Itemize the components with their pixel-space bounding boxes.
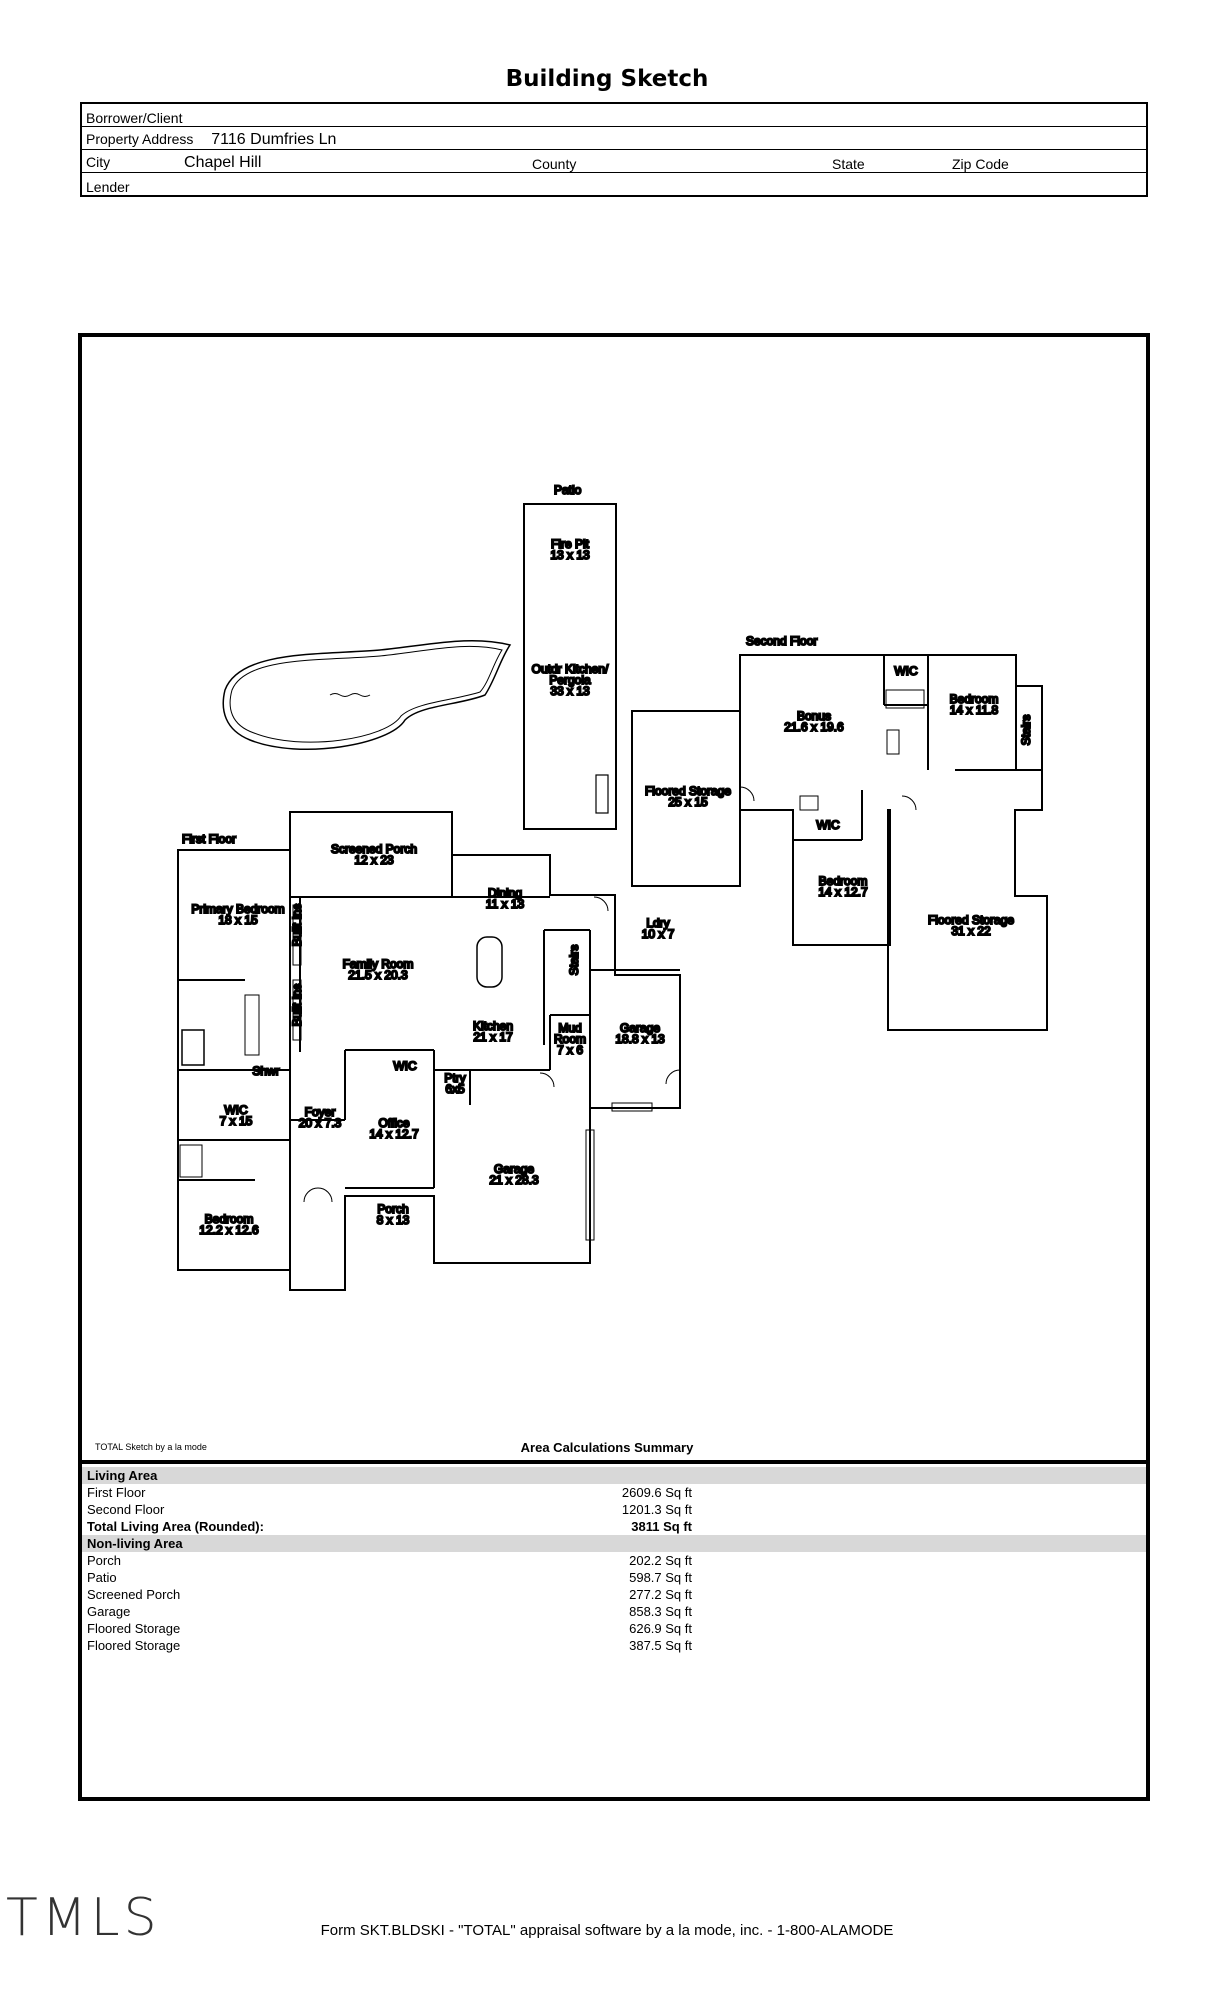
room-wic-lower: WIC [393, 1059, 417, 1073]
property-header-table [80, 102, 1148, 197]
room-mud-room: Mud Room 7 x 6 [553, 1021, 587, 1057]
footer-text: Form SKT.BLDSKI - "TOTAL" appraisal software by a la mode, inc. - 1-800-ALAMODE [320, 1922, 894, 1939]
room-stairs-upper: Stairs [1019, 714, 1033, 746]
room-screened-porch: Screened Porch 12 x 23 [330, 842, 418, 867]
area-row: Floored Storage 387.5 Sq ft [87, 1638, 692, 1653]
room-office: Office 14 x 12.7 [369, 1116, 419, 1141]
room-primary-bedroom: Primary Bedroom 18 x 15 [191, 902, 285, 927]
room-shwr: Shwr [252, 1064, 280, 1078]
room-floored-storage-a: Floored Storage 25 x 15 [644, 784, 732, 809]
address-row [81, 127, 1147, 150]
state-label: State [828, 150, 948, 173]
room-bedroom-lower: Bedroom 12.2 x 12.6 [199, 1212, 259, 1237]
kitchen-island [477, 937, 502, 987]
room-porch: Porch 8 x 13 [376, 1202, 410, 1227]
room-dining: Dining 11 x 13 [485, 886, 525, 911]
room-wic-upper-2: WIC [816, 818, 840, 832]
room-ptry: Ptry 6x5 [444, 1071, 466, 1096]
section-label-second-floor: Second Floor [746, 634, 818, 648]
section-divider [82, 1460, 1146, 1464]
tub-icon [182, 1030, 204, 1065]
county-label: County [528, 150, 828, 173]
room-foyer: Foyer 20 x 7.3 [298, 1105, 342, 1130]
sketch-credit: TOTAL Sketch by a la mode [95, 1442, 207, 1452]
room-stairs-lower: Stairs [567, 944, 581, 976]
zip-label: Zip Code [948, 150, 1147, 173]
area-row: Floored Storage 626.9 Sq ft [87, 1621, 692, 1636]
total-living-row: Total Living Area (Rounded): 3811 Sq ft [87, 1519, 692, 1534]
room-garage-a: Garage 18.8 x 13 [615, 1021, 665, 1046]
room-kitchen: Kitchen 21 x 17 [472, 1019, 514, 1044]
grill-icon [596, 775, 608, 813]
page-title: Building Sketch [505, 66, 709, 92]
pool-inner [230, 646, 502, 742]
second-floor-outline [740, 655, 1047, 1030]
area-row: Second Floor 1201.3 Sq ft [87, 1502, 692, 1517]
section-label-patio: Patio [554, 483, 582, 497]
area-summary-title: Area Calculations Summary [520, 1440, 694, 1455]
pool-water-icon [330, 694, 370, 697]
room-fire-pit: Fire Pit 13 x 13 [550, 537, 590, 562]
floor-plan [82, 337, 1146, 1457]
mls-watermark-logo: TMLS [6, 1888, 161, 1948]
city-cell [81, 150, 528, 173]
city-value: Chapel Hill [184, 154, 262, 171]
room-bedroom-upper-2: Bedroom 14 x 12.7 [818, 874, 868, 899]
room-outdr-kitchen: Outdr Kitchen/ Pergola 33 x 13 [531, 662, 609, 698]
area-row: Screened Porch 277.2 Sq ft [87, 1587, 692, 1602]
room-bedroom-upper-1: Bedroom 14 x 11.8 [949, 692, 999, 717]
borrower-label: Borrower/Client [81, 103, 1147, 127]
room-family-room: Family Room 21.5 x 20.3 [342, 957, 414, 982]
room-wic-upper: WIC [894, 664, 918, 678]
section-label-first-floor: First Floor [182, 832, 236, 846]
room-built-ins-1: Built Ins [290, 903, 304, 947]
room-bonus: Bonus 21.6 x 19.6 [784, 709, 844, 734]
area-row: Garage 858.3 Sq ft [87, 1604, 692, 1619]
room-floored-storage-b: Floored Storage 31 x 22 [927, 913, 1015, 938]
nonliving-area-header: Non-living Area [82, 1535, 1146, 1552]
lender-label: Lender [86, 179, 130, 195]
area-row: First Floor 2609.6 Sq ft [87, 1485, 692, 1500]
city-label: City [86, 154, 111, 170]
living-area-header: Living Area [82, 1467, 1146, 1484]
area-row: Patio 598.7 Sq ft [87, 1570, 692, 1585]
area-row: Porch 202.2 Sq ft [87, 1553, 692, 1568]
area-summary [82, 1467, 1146, 1654]
address-value: 7116 Dumfries Ln [211, 131, 337, 148]
room-ldry: Ldry 10 x 7 [641, 916, 675, 941]
room-garage-b: Garage 21 x 28.3 [489, 1162, 539, 1187]
address-label: Property Address [86, 131, 194, 147]
room-wic-primary: WIC 7 x 15 [219, 1103, 253, 1128]
room-built-ins-2: Built Ins [290, 983, 304, 1027]
